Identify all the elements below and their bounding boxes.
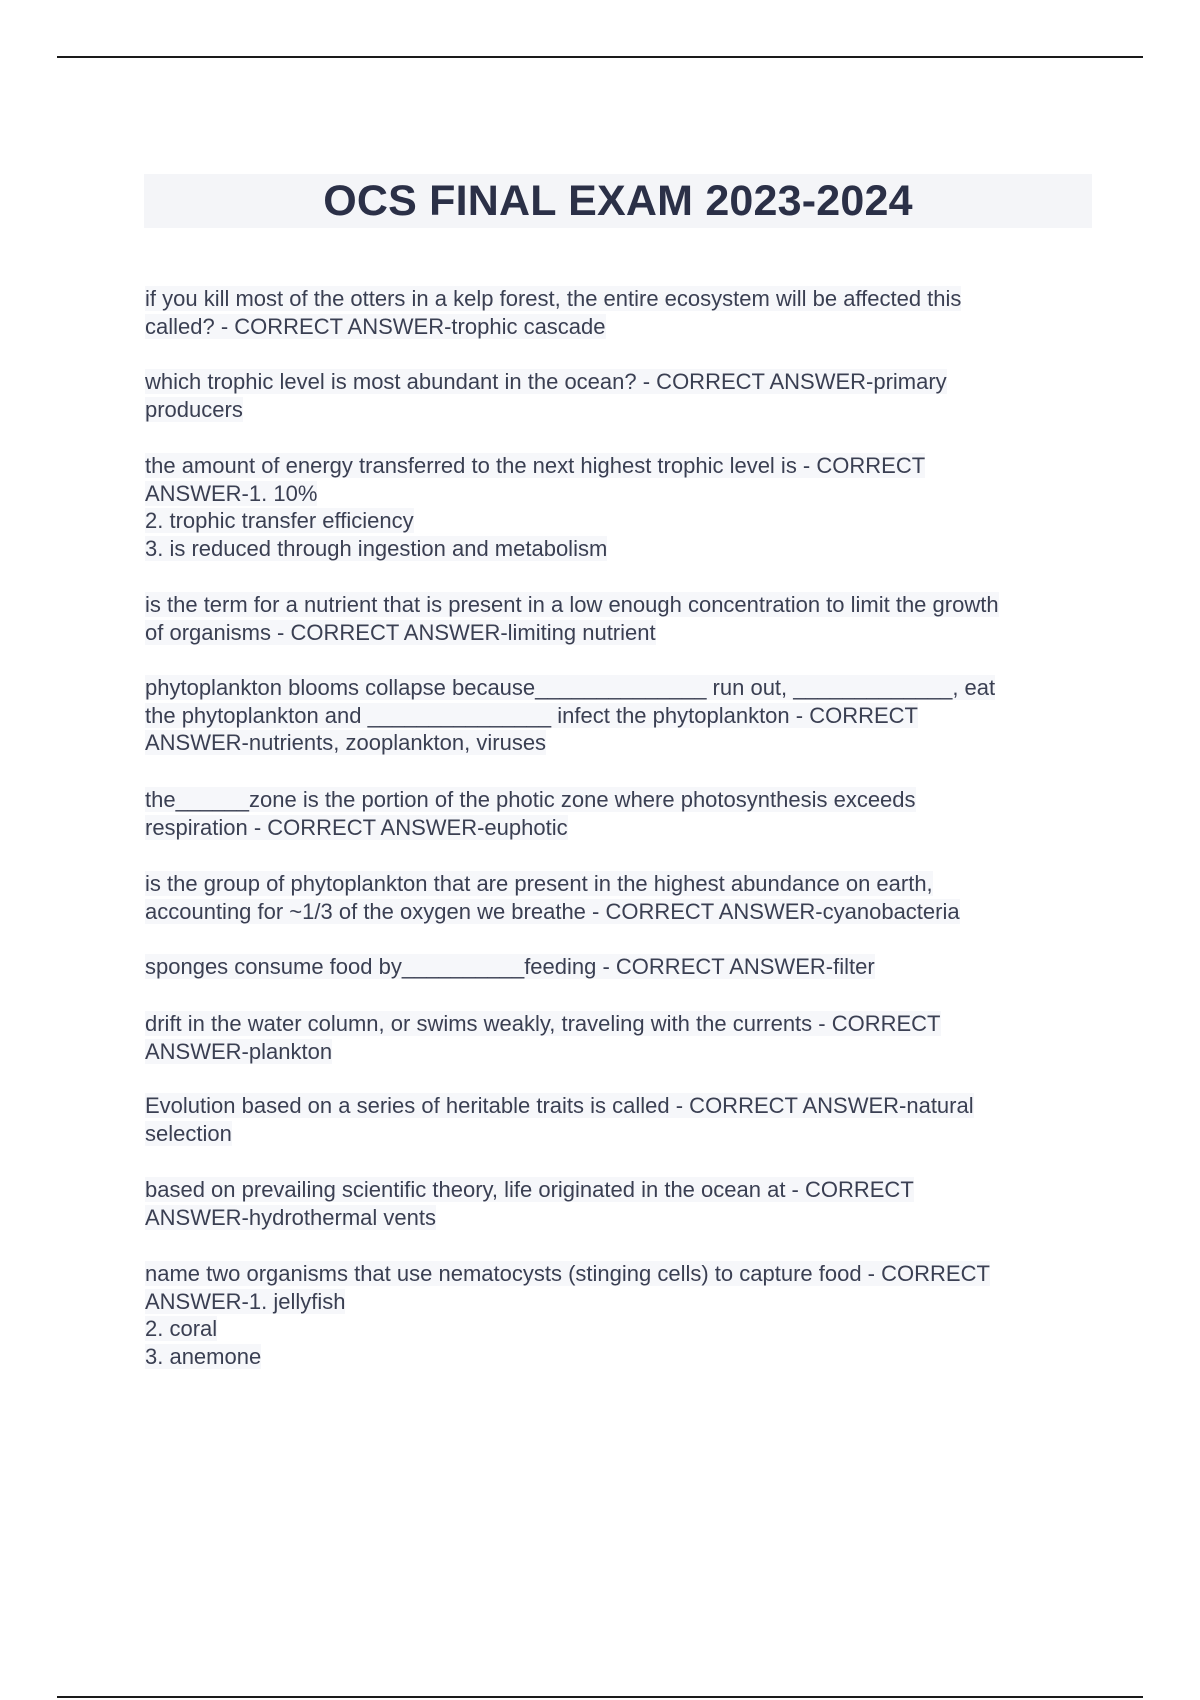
footer-rule — [57, 1696, 1143, 1698]
qa-item-text: if you kill most of the otters in a kelp forest, the entire ecosystem will be affected this called? - CORRECT ANSWER-trophic cascade — [145, 286, 962, 339]
qa-item-1 — [145, 285, 1095, 340]
qa-item-10 — [145, 1092, 1095, 1147]
qa-item-12 — [145, 1260, 1095, 1370]
qa-item-5 — [145, 674, 1095, 757]
qa-item-text: based on prevailing scientific theory, life originated in the ocean at - CORRECT ANSWER-hydrothermal vents — [145, 1177, 914, 1230]
qa-item-7 — [145, 870, 1095, 925]
qa-item-4 — [145, 591, 1095, 646]
qa-item-text: the amount of energy transferred to the next highest trophic level is - CORRECT ANSWER-1. 10% 2. trophic transfer efficiency 3. is reduced through ingestion and metabolism — [145, 453, 926, 561]
qa-item-text: sponges consume food by__________feeding - CORRECT ANSWER-filter — [145, 954, 875, 979]
document-title: OCS FINAL EXAM 2023-2024 — [323, 177, 913, 225]
qa-item-6 — [145, 786, 1095, 841]
qa-item-8 — [145, 953, 1095, 981]
qa-item-9 — [145, 1010, 1095, 1065]
qa-item-text: drift in the water column, or swims weakly, traveling with the currents - CORRECT ANSWER-plankton — [145, 1011, 941, 1064]
qa-item-text: is the term for a nutrient that is present in a low enough concentration to limit the growth of organisms - CORRECT ANSWER-limiting nutrient — [145, 592, 999, 645]
qa-item-text: name two organisms that use nematocysts (stinging cells) to capture food - CORRECT ANSWER-1. jellyfish 2. coral 3. anemone — [145, 1261, 990, 1369]
qa-item-text: the______zone is the portion of the photic zone where photosynthesis exceeds respiration - CORRECT ANSWER-euphotic — [145, 787, 916, 840]
qa-item-text: is the group of phytoplankton that are present in the highest abundance on earth, accounting for ~1/3 of the oxygen we breathe - CORRECT ANSWER-cyanobacteria — [145, 871, 960, 924]
qa-item-text: Evolution based on a series of heritable traits is called - CORRECT ANSWER-natural selection — [145, 1093, 974, 1146]
qa-item-text: which trophic level is most abundant in the ocean? - CORRECT ANSWER-primary producers — [145, 369, 947, 422]
qa-item-11 — [145, 1176, 1095, 1231]
header-rule — [57, 56, 1143, 58]
qa-item-text: phytoplankton blooms collapse because______________ run out, _____________, eat the phytoplankton and _______________ infect the phytoplankton - CORRECT ANSWER-nutrients, zooplankton, viruses — [145, 675, 996, 755]
qa-item-3 — [145, 452, 1095, 562]
qa-item-2 — [145, 368, 1095, 423]
